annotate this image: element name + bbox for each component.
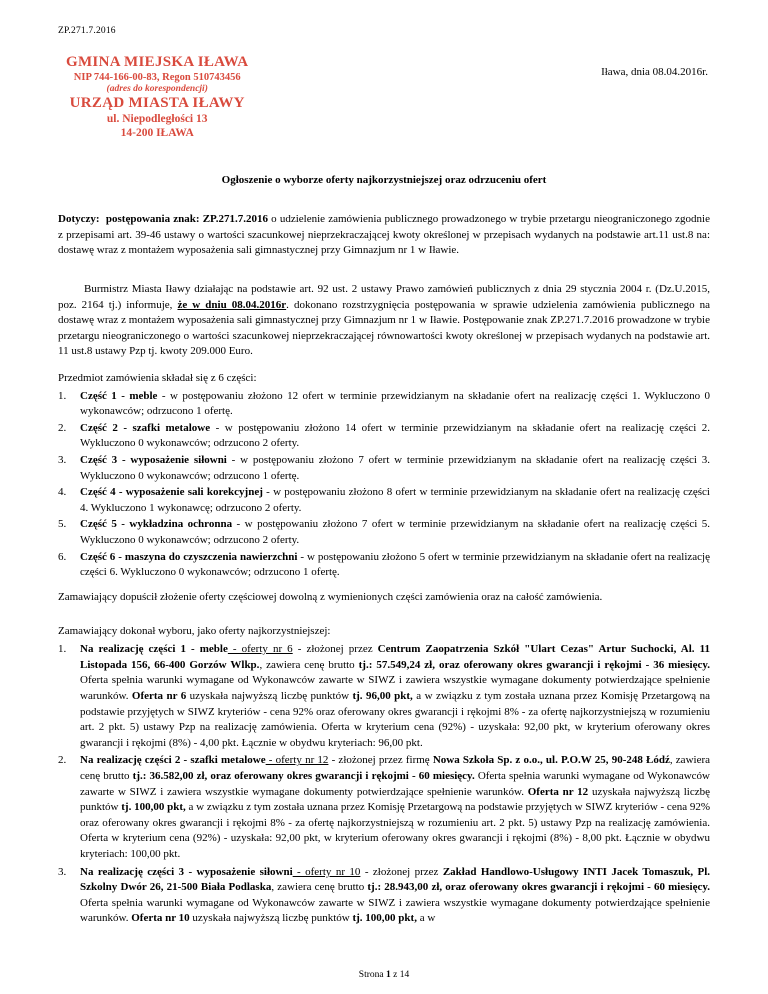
intro-date-emphasis: że w dniu 08.04.2016r [177,298,287,311]
award-number: 2. [58,754,67,767]
part-title: Część 2 - szafki metalowe [80,421,211,434]
list-item [58,865,710,927]
document-reference: ZP.271.7.2016 [58,26,116,36]
award-after-company: , zawiera cenę brutto [80,754,710,782]
part-number: 4. [58,486,67,499]
list-item [58,642,710,751]
document-header [58,54,710,140]
award-offer-label: - oferty nr 10 [292,865,361,878]
part-text: - w postępowaniu złożono 5 ofert w terminie przewidzianym na składanie ofert na realizację części 6. Wykluczono 0 wykonawców; odrzucono 1 ofertę. [80,550,710,579]
part-title: Część 1 - meble [80,389,158,402]
subject-sign-value: ZP.271.7.2016 [202,213,268,226]
subject-label: Dotyczy: [58,213,100,226]
award-company: Zakład Handlowo-Usługowy INTI Jacek Tomaszuk, Pl. Szkolny Dwór 26, 21-500 Biała Podlaska [80,865,711,894]
award-after-company: , zawiera cenę brutto [259,658,359,671]
subject-paragraph [58,212,710,259]
intro-part2: . dokonano rozstrzygnięcia postępowania w sprawie udzielenia zamówienia publicznego na dostawę wraz z montażem wyposażenia sali gimnastycznej przy Gimnazjum nr 1 w Iławie. Postępowanie znak ZP.271.7.2016 prowadzone w trybie przetargu nieograniczonego o wartości szacunkowej nieprzekraczającej równowartości kwoty określonej w przepisach wydanych na podstawie art. 11 ust.8 ustawy Pzp tj. kwoty 209.000 Euro. [58,298,711,358]
part-number: 6. [58,550,67,563]
page-footer [0,970,768,980]
letterhead-municipality: GMINA MIEJSKA IŁAWA [66,54,249,70]
part-number: 1. [58,389,67,402]
part-text: - w postępowaniu złożono 7 ofert w terminie przewidzianym na składanie ofert na realizację części 3. Wykluczono 0 wykonawców; odrzucono 1 ofertę. [80,454,710,482]
award-tail3: a w [416,912,436,925]
letterhead-nip-regon: NIP 744-166-00-83, Regon 510743456 [73,71,241,83]
award-score-label: Oferta nr 12 [527,785,589,798]
award-offer-label: - oferty nr 12 [265,754,329,767]
part-number: 2. [58,421,67,434]
subject-sign-label: znak: [173,213,200,226]
award-tail2: uzyskała najwyższą liczbę punktów [189,912,353,925]
part-text: - w postępowaniu złożono 8 ofert w terminie przewidzianym na składanie ofert na realizację części 4. Wykluczono 1 wykonawcę; odrzucono 2 oferty. [80,486,710,514]
award-tail3: a w związku z tym została uznana przez Komisję Przetargową na podstawie przyjętych w SIWZ kryteriów - cena 92% oraz oferowany okres gwarancji i rękojmi 8% - za ofertę najkorzystniejszą w rozumieniu art. 2 pkt. 5) ustawy Pzp na realizację zamówienia. Oferta w kryterium cena (92%) - uzyskała: 92,00 pkt, w kryterium oferowany okres gwarancji i rękojmi (8%) - 4,00 pkt. Łącznie w obydwu kryteriach: 96,00 pkt. [80,689,710,749]
letterhead-city: 14-200 IŁAWA [120,126,194,139]
footer-separator: z [390,970,400,980]
award-price: tj.: 36.582,00 zł, oraz oferowany okres gwarancji i rękojmi - 60 miesięcy. [132,769,475,782]
part-number: 3. [58,454,67,466]
part-title: Część 4 - wyposażenie sali korekcyjnej [80,486,263,499]
letterhead-office: URZĄD MIASTA IŁAWY [69,95,245,112]
award-company: Centrum Zaopatrzenia Szkół "Ulart Cezas" Artur Suchocki, Al. 11 Listopada 156, 66-400 Gorzów Wlkp. [80,643,711,671]
award-mid: - złożonej przez firmę [328,754,433,767]
intro-paragraph [58,282,710,360]
award-tail2: uzyskała najwyższą liczbę punktów [186,689,353,702]
part-number: 5. [58,518,67,531]
award-number: 1. [58,643,67,656]
award-company: Nowa Szkoła Sp. z o.o., ul. P.O.W 25, 90-248 Łódź [432,754,670,767]
award-lead: Na realizację części 3 - wyposażenie siłowni [80,865,293,878]
award-score-label: Oferta nr 10 [131,912,190,925]
award-mid: - złożonej przez [292,643,378,656]
parts-list [58,389,710,581]
award-score-label: Oferta nr 6 [131,689,187,702]
footer-total-pages: 14 [399,970,410,980]
list-item [58,753,710,862]
award-offer-label: - oferty nr 6 [227,643,293,656]
list-item [58,550,710,581]
award-score-value: tj. 96,00 pkt, [352,689,413,702]
list-item [58,517,710,548]
list-item [58,453,710,484]
award-mid: - złożonej przez [360,865,443,878]
award-tail1: Oferta spełnia warunki wymagane od Wykonawców zawarte w SIWZ i zawiera wszystkie wymagane dokumenty potwierdzające spełnienie warunków. [80,769,710,798]
award-price: tj.: 57.549,24 zł, oraz oferowany okres gwarancji i rękojmi - 36 miesięcy. [358,658,711,671]
award-lead: Na realizację części 1 - meble [80,643,228,656]
letterhead-street: ul. Niepodległości 13 [106,112,208,125]
intro-part1: Burmistrz Miasta Iławy działając na podstawie art. 92 ust. 2 ustawy Prawo zamówień publicznych z dnia 29 stycznia 2004 r. (Dz.U.2015, poz. 2164 tj.) informuje, [58,282,710,311]
part-text: - w postępowaniu złożono 14 ofert w terminie przewidzianym na składanie ofert na realizację części 2. Wykluczono 0 wykonawców; odrzucono 2 oferty. [80,421,710,450]
part-text: - w postępowaniu złożono 7 ofert w terminie przewidzianym na składanie ofert na realizację części 5. Wykluczono 0 wykonawców; odrzucono 2 oferty. [80,518,710,547]
award-score-value: tj. 100,00 pkt, [352,912,417,925]
footer-prefix: Strona [358,970,386,980]
part-text: - w postępowaniu złożono 12 ofert w terminie przewidzianym na składanie ofert na realizację części 1. Wykluczono 0 wykonawców; odrzucono 1 ofertę. [80,389,711,418]
part-title: Część 6 - maszyna do czyszczenia nawierzchni [80,550,298,563]
part-title: Część 5 - wykładzina ochronna [80,518,233,531]
awards-list [58,642,710,927]
list-item [58,485,710,516]
subject-lead: postępowania [105,213,171,226]
award-tail1: Oferta spełnia warunki wymagane od Wykonawców zawarte w SIWZ i zawiera wszystkie wymagane dokumenty potwierdzające spełnienie warunków. [80,674,710,702]
footer-current-page: 1 [385,970,391,980]
partial-offers-paragraph: Zamawiający dopuścił złożenie oferty częściowej dowolną z wymienionych części zamówienia oraz na całość zamówienia. [58,590,603,603]
choice-intro-paragraph: Zamawiający dokonał wyboru, jako oferty najkorzystniejszej: [58,625,331,638]
award-tail3: a w związku z tym została uznana przez Komisję Przetargową na podstawie przyjętych w SIWZ kryteriów - cena 92% oraz oferowany okres gwarancji i rękojmi 8% - za ofertę najkorzystniejszą w rozumieniu art. 2 pkt. 5) ustawy Pzp na realizację zamówienia. Oferta w kryterium cena (92%) - uzyskała: 92,00 pkt, w kryterium oferowany okres gwarancji i rękojmi (8%) - 8,00 pkt. Łącznie w obydwu kryteriach: 100,00 pkt. [80,801,710,861]
page-title: Ogłoszenie o wyborze oferty najkorzystniejszej oraz odrzuceniu ofert [221,174,547,187]
parts-intro: Przedmiot zamówienia składał się z 6 części: [58,371,257,384]
letterhead-correspondence-note: (adres do korespondencji) [106,84,208,95]
award-price: tj.: 28.943,00 zł, oraz oferowany okres gwarancji i rękojmi - 60 miesięcy. [367,881,710,894]
part-title: Część 3 - wyposażenie siłowni [80,454,227,466]
award-tail1: Oferta spełnia warunki wymagane od Wykonawców zawarte w SIWZ i zawiera wszystkie wymagane dokumenty potwierdzające spełnienie warunków. [80,896,710,925]
award-tail2: uzyskała najwyższą liczbę punktów [80,785,710,814]
award-after-company: , zawiera cenę brutto [271,881,368,894]
list-item [58,421,710,452]
place-and-date: Iława, dnia 08.04.2016r. [601,66,708,78]
list-item [58,389,710,420]
award-lead: Na realizację części 2 - szafki metalowe [80,754,266,767]
letterhead [58,54,248,140]
subject-text: o udzielenie zamówienia publicznego prowadzonego w trybie przetargu nieograniczonego zgodnie z przepisami art. 39-46 ustawy o wartości szacunkowej nieprzekraczającej kwoty określonej w przepisach wydanych na podstawie art.11 ust.8 na: dostawę wraz z montażem wyposażenia sali gimnastycznej przy Gimnazjum nr 1 w Iławie. [58,213,711,257]
award-score-value: tj. 100,00 pkt, [121,801,186,814]
award-number: 3. [58,865,67,878]
